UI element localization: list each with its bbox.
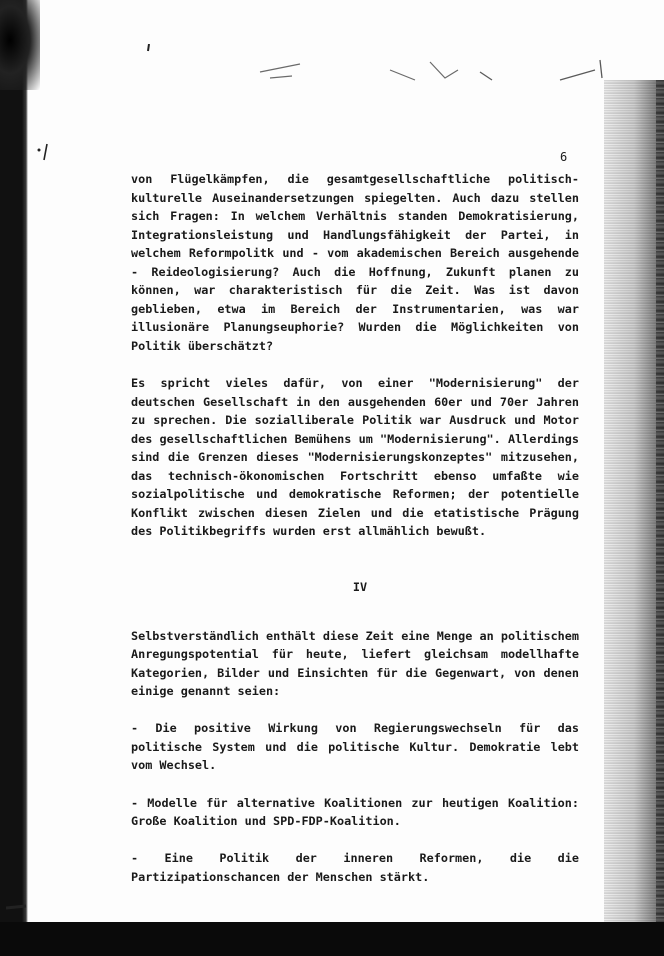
ink-smudge-icon xyxy=(6,900,28,914)
paragraph: Selbstverständlich enthält diese Zeit eine Menge an politischem Anregungspotential für heute, liefert gleichsam modellhafte Kategorien, Bilder und Einsichten für die Gegenwart, von denen einige genannt seien: xyxy=(131,628,579,699)
paragraph: von Flügelkämpfen, die gesamtgesellschaftliche politisch-kulturelle Auseinandersetzungen spiegelten. Auch dazu stellen sich Fragen: In welchem Verhältnis standen Demokratisierung, Integrationsleistung und Handlungsfähigkeit der Partei, in welchem Reformpolitk und - vom akademischen Bereich ausgehende - Reideologisierung? Auch die Hoffnung, Zukunft planen zu können, war charakteristisch für die Zeit. Was ist davon geblieben, etwa im Bereich der Instrumentarien, was war illusionäre Planungseuphorie? Wurden die Möglichkeiten von Politik überschätzt? xyxy=(131,172,579,353)
ink-mark-icon xyxy=(36,140,50,164)
scan-shadow-right xyxy=(604,80,664,922)
page-number: 6 xyxy=(560,150,568,164)
scan-edge-right xyxy=(656,80,664,922)
pencil-scribble-icon xyxy=(230,50,610,110)
ink-dot-icon xyxy=(146,44,152,52)
paragraph: Es spricht vieles dafür, von einer "Modernisierung" der deutschen Gesellschaft in den ausgehenden 60er und 70er Jahren zu sprechen. Die sozialliberale Politik war Ausdruck und Motor des gesellschaftlichen Bemühens um "Modernisierung". Allerdings sind die Grenzen dieses "Modernisierungskonzeptes" mitzusehen, das technisch-ökonomischen Fortschritt ebenso umfaßte wie sozialpolitische und demokratische Reformen; der potentielle Konflikt zwischen diesen Zielen und die etatistische Prägung des Politikbegriffs wurden erst allmählich bewußt. xyxy=(131,376,579,539)
scan-shadow-corner xyxy=(0,0,40,90)
list-item: - Die positive Wirkung von Regierungswechseln für das politische System und die politische Kultur. Demokratie lebt vom Wechsel. xyxy=(131,721,579,773)
scan-shadow-left xyxy=(0,0,28,956)
list-item: - Modelle für alternative Koalitionen zur heutigen Koalition: Große Koalition und SPD-FDP-Koalition. xyxy=(131,795,579,829)
section-heading: IV xyxy=(352,579,368,594)
scan-border-bottom xyxy=(0,922,664,956)
list-item: - Eine Politik der inneren Reformen, die die Partizipationschancen der Menschen stärkt. xyxy=(131,851,579,884)
document-body xyxy=(131,170,579,886)
